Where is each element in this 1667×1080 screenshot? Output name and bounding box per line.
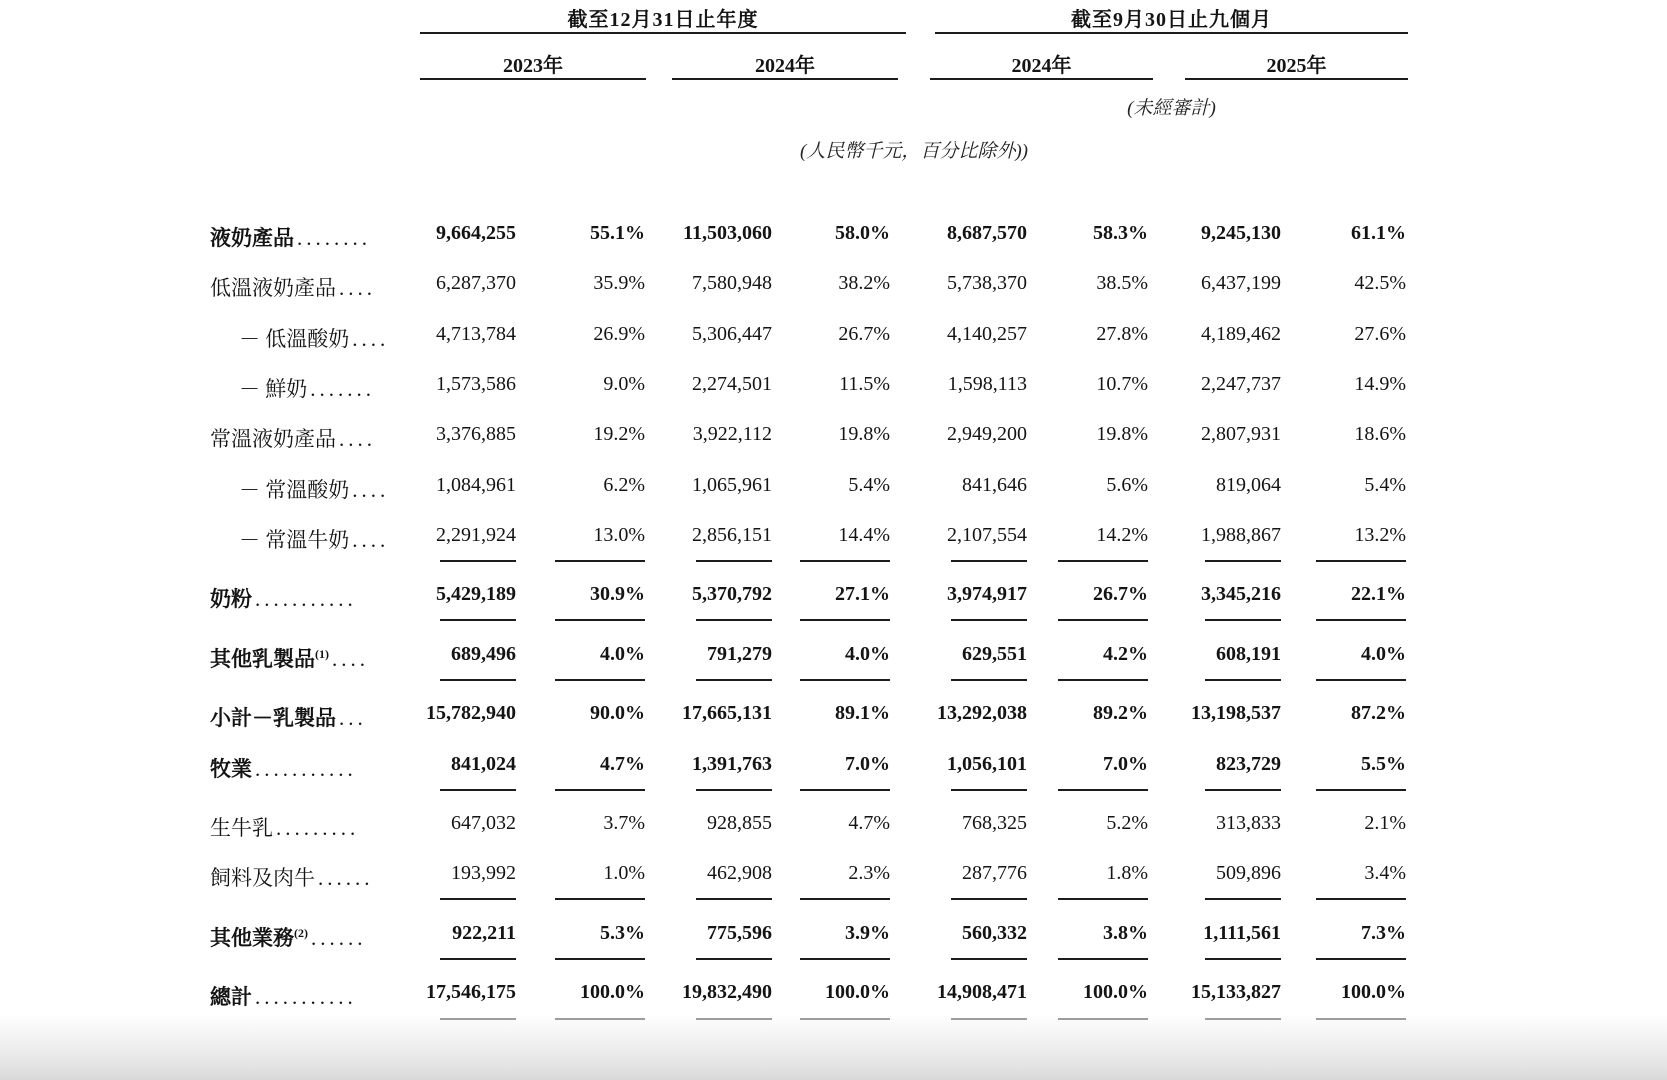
cell-percent: 38.5% [1096, 272, 1148, 294]
cell-amount: 509,896 [1216, 862, 1281, 884]
dot-leader: ........ [297, 226, 371, 250]
column-separator [951, 679, 1027, 681]
column-group-nine-months-rule [935, 32, 1408, 34]
cell-amount: 313,833 [1216, 812, 1281, 834]
column-separator [1058, 679, 1148, 681]
cell-amount: 2,247,737 [1201, 373, 1281, 395]
column-separator [1316, 789, 1406, 791]
dot-leader: .... [339, 276, 376, 300]
column-separator [1058, 958, 1148, 960]
cell-percent: 4.0% [845, 643, 890, 665]
row-label: 其他業務$^{(2)}$ ...... [210, 926, 367, 950]
row-label: － 鮮奶 ....... [239, 377, 375, 401]
page-bottom-fade [0, 1014, 1667, 1080]
cell-percent: 26.7% [1093, 583, 1148, 605]
column-separator [1058, 789, 1148, 791]
column-separator [800, 560, 890, 562]
column-separator [1205, 958, 1281, 960]
dot-leader: ........... [255, 587, 357, 611]
column-header-rule [1185, 78, 1408, 80]
column-separator [800, 958, 890, 960]
cell-amount: 17,665,131 [682, 702, 772, 724]
column-separator [1316, 898, 1406, 900]
cell-percent: 4.7% [848, 812, 890, 834]
column-separator [1058, 1018, 1148, 1020]
column-separator [800, 789, 890, 791]
cell-percent: 4.0% [1361, 643, 1406, 665]
cell-percent: 3.8% [1103, 922, 1148, 944]
dot-leader: .... [339, 427, 376, 451]
column-header-rule [420, 78, 646, 80]
column-separator [555, 789, 645, 791]
cell-percent: 6.2% [603, 474, 645, 496]
cell-amount: 841,024 [451, 753, 516, 775]
cell-amount: 2,856,151 [692, 524, 772, 546]
cell-amount: 1,056,101 [947, 753, 1027, 775]
cell-amount: 1,065,961 [692, 474, 772, 496]
column-separator [440, 789, 516, 791]
column-separator [440, 958, 516, 960]
cell-amount: 5,429,189 [436, 583, 516, 605]
cell-amount: 15,782,940 [426, 702, 516, 724]
column-separator [1205, 679, 1281, 681]
row-label: － 常溫牛奶 .... [239, 528, 390, 552]
cell-percent: 100.0% [580, 981, 645, 1003]
cell-amount: 13,198,537 [1191, 702, 1281, 724]
column-separator [440, 679, 516, 681]
cell-amount: 6,287,370 [436, 272, 516, 294]
cell-amount: 1,598,113 [947, 373, 1027, 395]
cell-amount: 11,503,060 [683, 222, 772, 244]
cell-percent: 5.5% [1361, 753, 1406, 775]
column-separator [696, 1018, 772, 1020]
column-separator [696, 898, 772, 900]
cell-percent: 58.3% [1093, 222, 1148, 244]
cell-percent: 7.0% [1103, 753, 1148, 775]
row-label: － 常溫酸奶 .... [239, 478, 390, 502]
cell-percent: 27.8% [1096, 323, 1148, 345]
cell-percent: 19.8% [1096, 423, 1148, 445]
cell-amount: 608,191 [1216, 643, 1281, 665]
cell-percent: 13.0% [593, 524, 645, 546]
cell-percent: 7.0% [845, 753, 890, 775]
column-separator [800, 619, 890, 621]
cell-percent: 42.5% [1354, 272, 1406, 294]
cell-percent: 1.0% [603, 862, 645, 884]
cell-amount: 1,573,586 [436, 373, 516, 395]
cell-amount: 5,738,370 [947, 272, 1027, 294]
cell-percent: 4.7% [600, 753, 645, 775]
currency-units-note: (人民幣千元，百分比除外)) [800, 141, 1028, 162]
cell-percent: 5.6% [1106, 474, 1148, 496]
dot-leader: .... [332, 647, 369, 671]
cell-percent: 61.1% [1351, 222, 1406, 244]
column-separator [1205, 619, 1281, 621]
cell-amount: 193,992 [451, 862, 516, 884]
cell-percent: 58.0% [835, 222, 890, 244]
cell-amount: 1,988,867 [1201, 524, 1281, 546]
cell-percent: 100.0% [1341, 981, 1406, 1003]
column-separator [1058, 560, 1148, 562]
column-separator [951, 958, 1027, 960]
cell-percent: 2.1% [1364, 812, 1406, 834]
column-separator [696, 958, 772, 960]
column-separator [440, 898, 516, 900]
cell-percent: 90.0% [590, 702, 645, 724]
cell-percent: 26.9% [593, 323, 645, 345]
cell-percent: 7.3% [1361, 922, 1406, 944]
dot-leader: ....... [310, 377, 375, 401]
column-separator [696, 789, 772, 791]
column-header-rule [672, 78, 898, 80]
column-separator [951, 619, 1027, 621]
dot-leader: .... [352, 327, 390, 351]
cell-amount: 3,376,885 [436, 423, 516, 445]
column-separator [800, 898, 890, 900]
column-separator [1205, 898, 1281, 900]
column-separator [440, 619, 516, 621]
column-separator [951, 898, 1027, 900]
row-label: 常溫液奶產品 .... [210, 427, 376, 451]
cell-percent: 100.0% [1083, 981, 1148, 1003]
column-header-2024: 2024年 [755, 55, 815, 77]
column-header-rule [930, 78, 1153, 80]
cell-amount: 5,306,447 [692, 323, 772, 345]
cell-amount: 6,437,199 [1201, 272, 1281, 294]
cell-amount: 928,855 [707, 812, 772, 834]
column-separator [555, 898, 645, 900]
dot-leader: .... [352, 478, 390, 502]
cell-amount: 8,687,570 [947, 222, 1027, 244]
cell-amount: 775,596 [707, 922, 772, 944]
cell-amount: 19,832,490 [682, 981, 772, 1003]
cell-amount: 629,551 [962, 643, 1027, 665]
cell-amount: 17,546,175 [426, 981, 516, 1003]
cell-amount: 4,713,784 [436, 323, 516, 345]
column-separator [1316, 679, 1406, 681]
unaudited-note: (未經審計) [1127, 98, 1216, 119]
cell-percent: 5.4% [848, 474, 890, 496]
cell-percent: 5.3% [600, 922, 645, 944]
column-separator [1316, 560, 1406, 562]
column-separator [555, 679, 645, 681]
cell-percent: 87.2% [1351, 702, 1406, 724]
cell-amount: 9,664,255 [436, 222, 516, 244]
cell-amount: 2,291,924 [436, 524, 516, 546]
column-separator [1316, 1018, 1406, 1020]
cell-amount: 841,646 [962, 474, 1027, 496]
column-separator [440, 1018, 516, 1020]
cell-percent: 35.9% [593, 272, 645, 294]
cell-amount: 462,908 [707, 862, 772, 884]
cell-amount: 647,032 [451, 812, 516, 834]
column-header-9m2024: 2024年 [1011, 55, 1072, 77]
cell-percent: 3.4% [1364, 862, 1406, 884]
cell-percent: 14.9% [1354, 373, 1406, 395]
cell-percent: 13.2% [1354, 524, 1406, 546]
cell-percent: 26.7% [838, 323, 890, 345]
column-separator [1316, 619, 1406, 621]
cell-percent: 10.7% [1096, 373, 1148, 395]
cell-amount: 689,496 [451, 643, 516, 665]
column-group-annual-rule [420, 32, 906, 34]
row-label: 飼料及肉牛 ...... [210, 866, 374, 890]
cell-amount: 1,111,561 [1203, 922, 1281, 944]
cell-amount: 3,922,112 [692, 423, 772, 445]
column-separator [1058, 619, 1148, 621]
column-separator [800, 679, 890, 681]
column-separator [555, 619, 645, 621]
cell-amount: 5,370,792 [692, 583, 772, 605]
cell-amount: 14,908,471 [937, 981, 1027, 1003]
cell-amount: 922,211 [452, 922, 516, 944]
cell-amount: 2,807,931 [1201, 423, 1281, 445]
cell-percent: 38.2% [838, 272, 890, 294]
cell-amount: 791,279 [707, 643, 772, 665]
row-label: － 低溫酸奶 .... [239, 327, 390, 351]
column-separator [555, 560, 645, 562]
column-separator [1205, 560, 1281, 562]
cell-percent: 3.7% [603, 812, 645, 834]
row-label: 生牛乳 ......... [210, 816, 360, 840]
column-separator [1205, 1018, 1281, 1020]
cell-amount: 823,729 [1216, 753, 1281, 775]
row-label: 總計 ........... [210, 985, 357, 1009]
cell-percent: 27.1% [835, 583, 890, 605]
dot-leader: ...... [311, 926, 367, 950]
cell-percent: 100.0% [825, 981, 890, 1003]
column-separator [440, 560, 516, 562]
cell-percent: 5.2% [1106, 812, 1148, 834]
row-label: 其他乳製品$^{(1)}$ .... [210, 647, 369, 671]
column-header-9m2025: 2025年 [1266, 55, 1327, 77]
column-header-2023: 2023年 [503, 55, 563, 77]
cell-amount: 3,345,216 [1201, 583, 1281, 605]
cell-percent: 2.3% [848, 862, 890, 884]
cell-amount: 819,064 [1216, 474, 1281, 496]
cell-amount: 1,084,961 [436, 474, 516, 496]
cell-amount: 2,107,554 [947, 524, 1027, 546]
cell-amount: 7,580,948 [692, 272, 772, 294]
row-label: 低溫液奶產品 .... [210, 276, 376, 300]
column-separator [696, 679, 772, 681]
column-separator [1316, 958, 1406, 960]
column-separator [951, 1018, 1027, 1020]
cell-percent: 3.9% [845, 922, 890, 944]
column-separator [951, 560, 1027, 562]
cell-amount: 9,245,130 [1201, 222, 1281, 244]
row-label: 奶粉 ........... [210, 587, 357, 611]
cell-amount: 4,189,462 [1201, 323, 1281, 345]
cell-percent: 14.4% [838, 524, 890, 546]
column-separator [1058, 898, 1148, 900]
cell-percent: 4.0% [600, 643, 645, 665]
cell-amount: 2,274,501 [692, 373, 772, 395]
row-label: 液奶產品 ........ [210, 226, 371, 250]
cell-percent: 89.2% [1093, 702, 1148, 724]
column-separator [696, 619, 772, 621]
cell-percent: 55.1% [590, 222, 645, 244]
column-separator [951, 789, 1027, 791]
cell-percent: 1.8% [1106, 862, 1148, 884]
cell-amount: 15,133,827 [1191, 981, 1281, 1003]
dot-leader: ........... [255, 757, 357, 781]
row-label: 牧業 ........... [210, 757, 357, 781]
dot-leader: ........... [255, 985, 357, 1009]
cell-amount: 13,292,038 [937, 702, 1027, 724]
cell-amount: 4,140,257 [947, 323, 1027, 345]
cell-percent: 30.9% [590, 583, 645, 605]
column-separator [696, 560, 772, 562]
row-label: 小計－乳製品 ... [210, 706, 367, 730]
column-group-annual-title: 截至12月31日止年度 [567, 9, 759, 31]
cell-amount: 2,949,200 [947, 423, 1027, 445]
cell-percent: 18.6% [1354, 423, 1406, 445]
column-separator [800, 1018, 890, 1020]
cell-amount: 560,332 [962, 922, 1027, 944]
cell-percent: 11.5% [839, 373, 890, 395]
cell-percent: 19.8% [838, 423, 890, 445]
cell-amount: 1,391,763 [692, 753, 772, 775]
cell-amount: 3,974,917 [947, 583, 1027, 605]
cell-percent: 14.2% [1096, 524, 1148, 546]
dot-leader: .... [352, 528, 390, 552]
cell-percent: 27.6% [1354, 323, 1406, 345]
column-separator [1205, 789, 1281, 791]
dot-leader: ......... [276, 816, 360, 840]
cell-percent: 5.4% [1364, 474, 1406, 496]
cell-amount: 287,776 [962, 862, 1027, 884]
cell-percent: 89.1% [835, 702, 890, 724]
cell-percent: 9.0% [603, 373, 645, 395]
cell-amount: 768,325 [962, 812, 1027, 834]
cell-percent: 4.2% [1103, 643, 1148, 665]
column-separator [555, 1018, 645, 1020]
column-group-nine-months-title: 截至9月30日止九個月 [1071, 9, 1272, 31]
dot-leader: ... [339, 706, 367, 730]
cell-percent: 19.2% [593, 423, 645, 445]
column-separator [555, 958, 645, 960]
cell-percent: 22.1% [1351, 583, 1406, 605]
dot-leader: ...... [318, 866, 374, 890]
